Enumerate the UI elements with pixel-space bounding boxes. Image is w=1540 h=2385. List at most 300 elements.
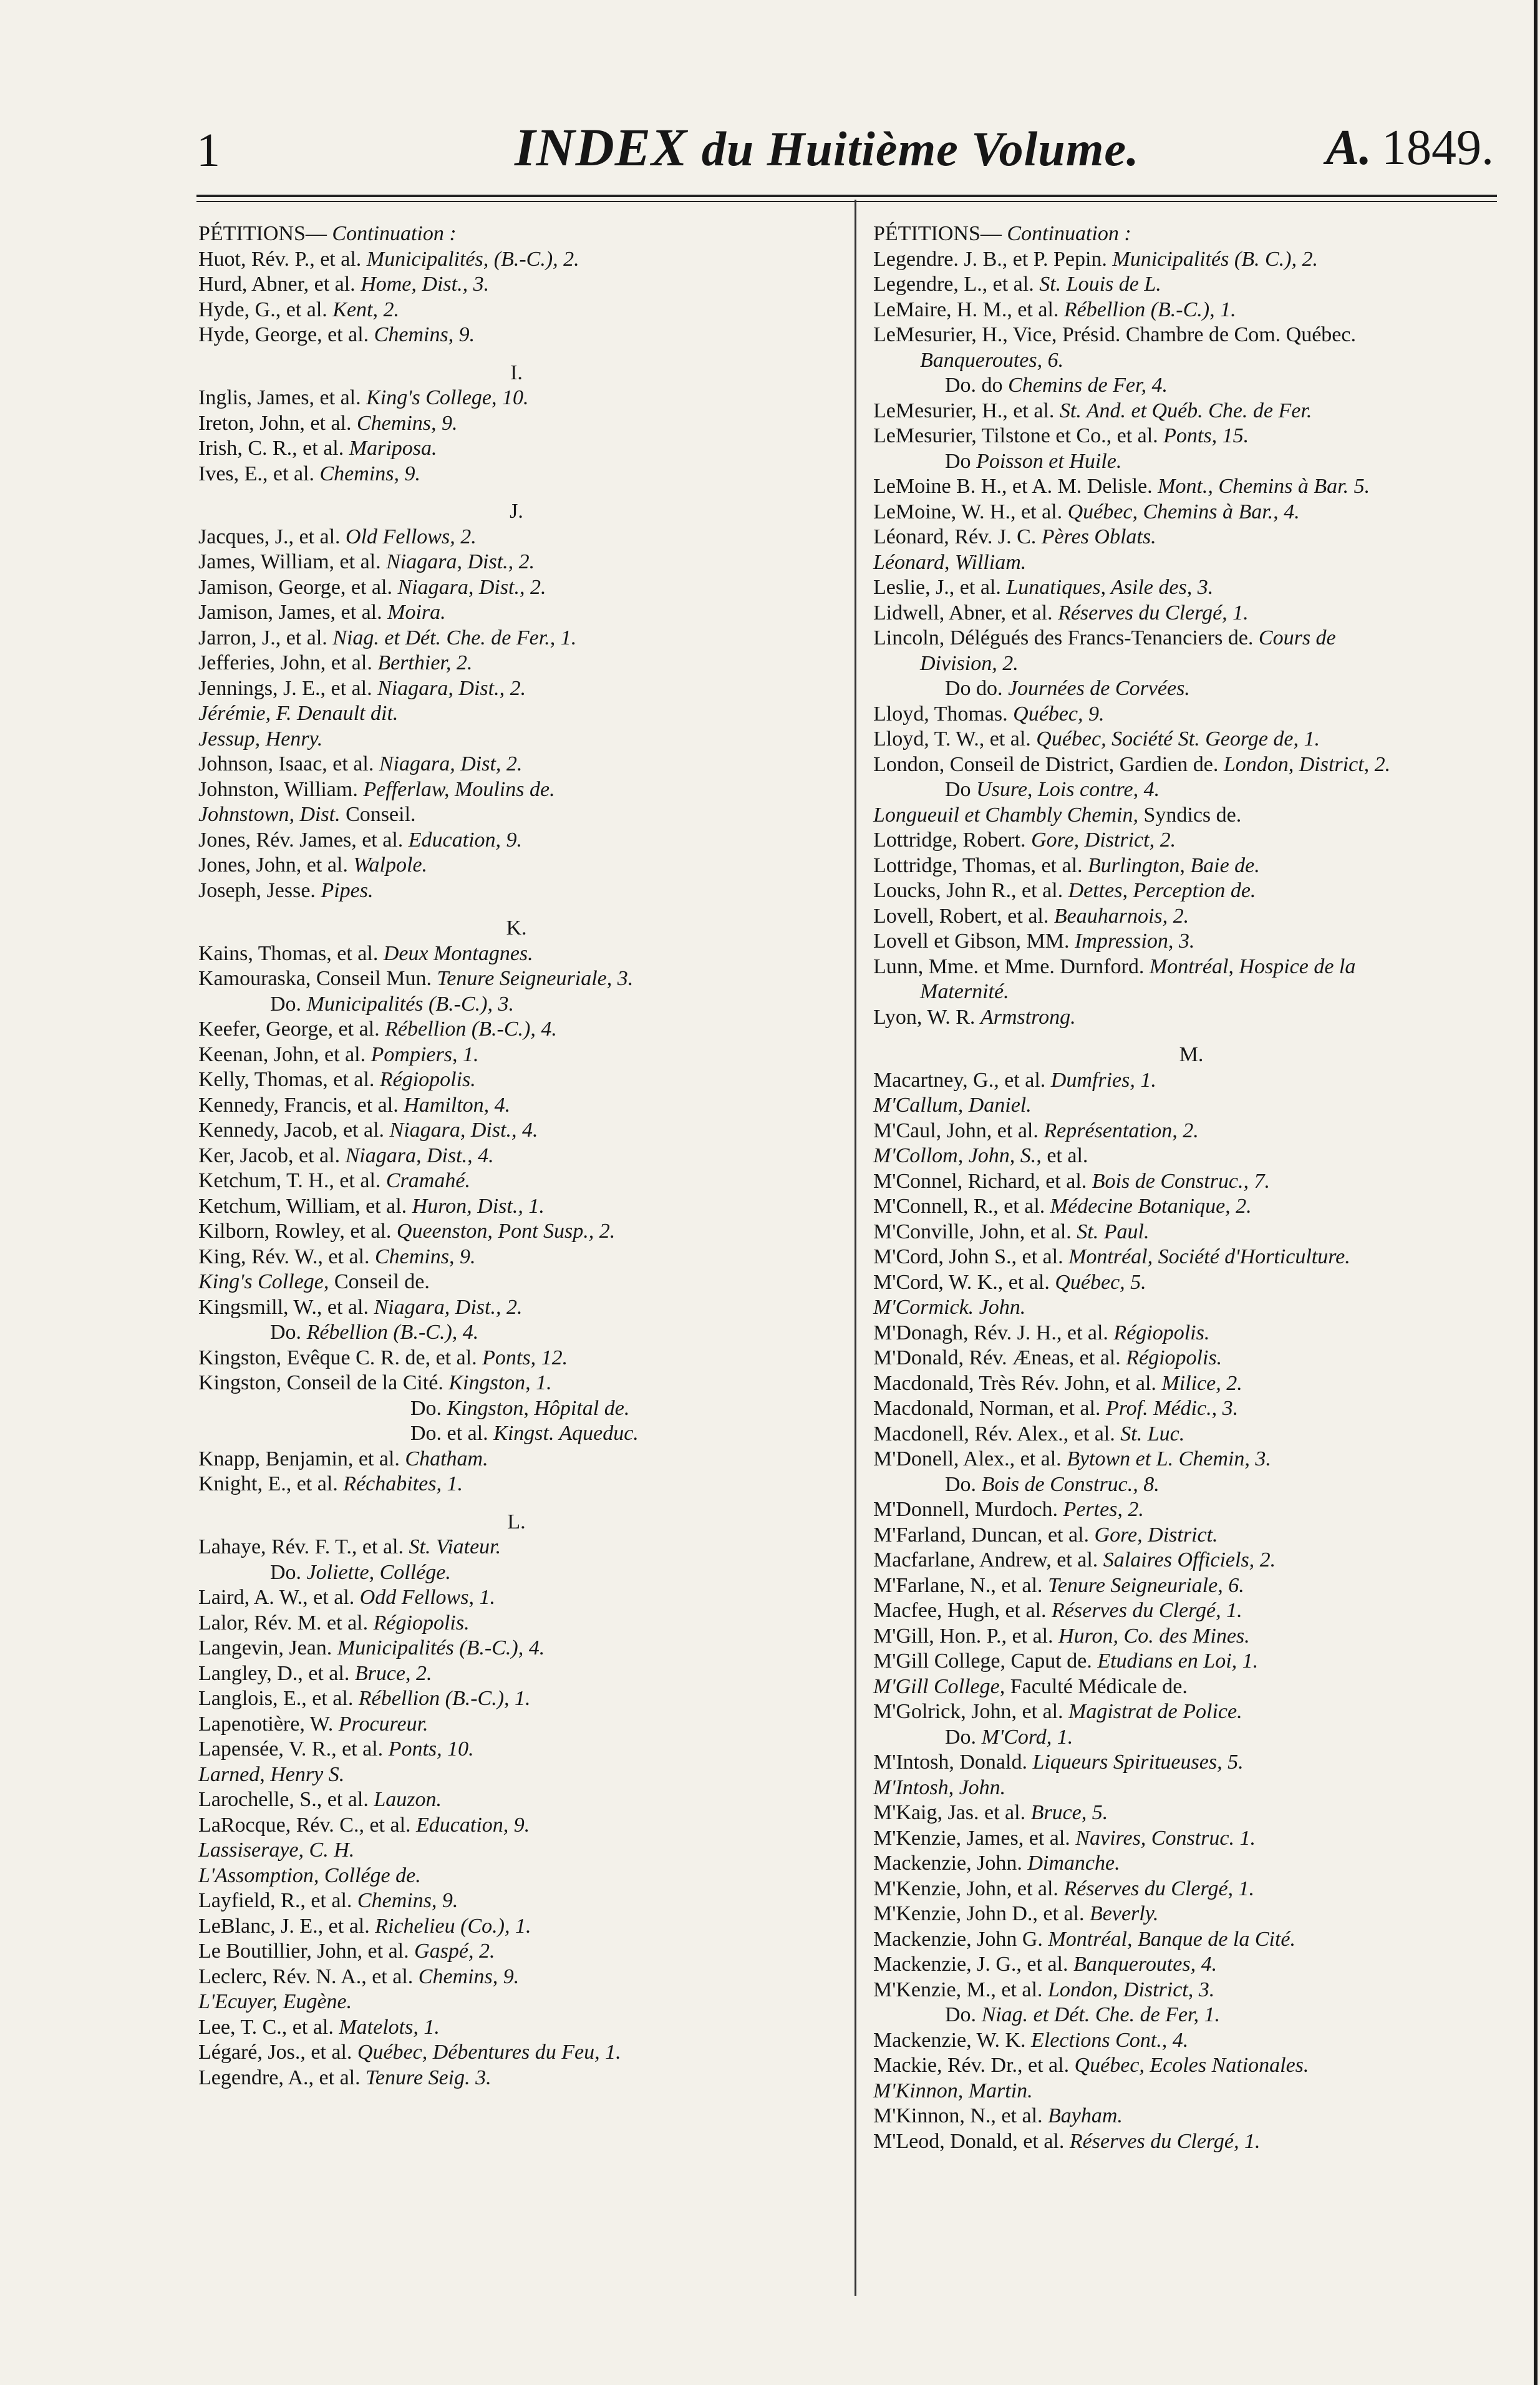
index-entry bbox=[873, 1927, 1509, 1953]
entry-name: Ives, E., et al. bbox=[198, 462, 314, 485]
entry-name: Jamison, James, et al. bbox=[198, 601, 382, 624]
index-entry bbox=[198, 1611, 835, 1636]
entry-subject: Chemins de Fer, 4. bbox=[1008, 374, 1168, 397]
index-entry bbox=[198, 802, 835, 828]
entry-name: Kennedy, Francis, et al. bbox=[198, 1093, 399, 1117]
entry-name: Kingsmill, W., et al. bbox=[198, 1295, 369, 1319]
index-entry bbox=[198, 2040, 835, 2066]
index-entry bbox=[873, 1649, 1509, 1674]
entry-subject: Dimanche. bbox=[1027, 1852, 1120, 1875]
entry-subject: Ponts, 12. bbox=[482, 1346, 568, 1369]
index-entry bbox=[198, 1042, 835, 1068]
entry-subject: Niagara, Dist., 2. bbox=[397, 575, 546, 599]
entry-subject: Montréal, Société d'Horticulture. bbox=[1068, 1245, 1350, 1268]
entry-subject: Kent, 2. bbox=[332, 298, 399, 321]
entry-name: M'Kinnon, N., et al. bbox=[873, 2104, 1043, 2127]
index-entry bbox=[873, 752, 1509, 778]
entry-subject: Pefferlaw, Moulins de. bbox=[363, 777, 555, 801]
left-column bbox=[198, 221, 835, 2091]
entry-subject: Pertes, 2. bbox=[1063, 1498, 1144, 1521]
entry-subject: Jérémie, F. Denault dit. bbox=[198, 702, 399, 725]
entry-subject: Bruce, 2. bbox=[354, 1661, 432, 1685]
entry-name: PÉTITIONS— bbox=[873, 222, 1002, 245]
index-entry bbox=[873, 1245, 1509, 1270]
entry-subject: Rébellion (B.-C.), 4. bbox=[306, 1321, 479, 1344]
entry-subject: Chemins, 9. bbox=[418, 1965, 520, 1988]
header-rule-thick bbox=[196, 195, 1497, 197]
index-entry bbox=[198, 2066, 835, 2091]
index-entry bbox=[198, 1168, 835, 1194]
entry-name: LaRocque, Rév. C., et al. bbox=[198, 1813, 411, 1837]
index-entry bbox=[873, 1005, 1509, 1031]
entry-subject: M'Callum, Daniel. bbox=[873, 1094, 1032, 1117]
index-entry bbox=[198, 701, 835, 727]
index-entry bbox=[873, 777, 1509, 803]
index-entry bbox=[873, 474, 1509, 500]
entry-subject: Poisson et Huile. bbox=[976, 449, 1122, 473]
section-letter bbox=[198, 1510, 835, 1535]
index-entry bbox=[198, 1737, 835, 1762]
entry-name: Lottridge, Thomas, et al. bbox=[873, 853, 1083, 877]
entry-subject: Chemins, 9. bbox=[375, 1245, 476, 1268]
entry-subject: Rébellion (B.-C.), 1. bbox=[1063, 298, 1236, 321]
index-entry bbox=[198, 1863, 835, 1889]
entry-subject: Kingston, Hôpital de. bbox=[447, 1396, 630, 1420]
index-entry bbox=[198, 752, 835, 777]
entry-name: Kamouraska, Conseil Mun. bbox=[198, 967, 432, 990]
index-entry bbox=[873, 550, 1509, 576]
entry-name: Loucks, John R., et al. bbox=[873, 879, 1063, 902]
entry-name: Lapensée, V. R., et al. bbox=[198, 1737, 384, 1761]
letter-label: J. bbox=[510, 500, 523, 523]
entry-name: M'Farland, Duncan, et al. bbox=[873, 1523, 1090, 1547]
index-entry bbox=[873, 2079, 1509, 2104]
entry-tail: Conseil de. bbox=[329, 1270, 430, 1293]
index-entry bbox=[198, 1914, 835, 1940]
index-entry bbox=[198, 298, 835, 323]
entry-tail: Faculté Médicale de. bbox=[1005, 1674, 1188, 1698]
index-entry bbox=[873, 803, 1509, 828]
index-entry bbox=[198, 272, 835, 298]
index-entry bbox=[873, 1447, 1509, 1472]
index-entry bbox=[873, 676, 1509, 702]
index-entry bbox=[198, 853, 835, 878]
entry-subject: Québec, Société St. George de, 1. bbox=[1036, 727, 1320, 750]
index-entry bbox=[198, 1421, 835, 1447]
index-entry bbox=[198, 1067, 835, 1093]
entry-subject: Ponts, 15. bbox=[1163, 424, 1249, 447]
entry-subject: Réchabites, 1. bbox=[343, 1472, 463, 1495]
index-entry bbox=[873, 1775, 1509, 1801]
entry-name: M'Kenzie, John, et al. bbox=[873, 1877, 1058, 1900]
index-entry bbox=[873, 1523, 1509, 1548]
index-entry bbox=[198, 1965, 835, 1990]
entry-subject: Home, Dist., 3. bbox=[361, 273, 490, 296]
entry-name: M'Intosh, Donald. bbox=[873, 1751, 1027, 1774]
entry-subject: Québec, Chemins à Bar., 4. bbox=[1067, 500, 1300, 523]
entry-name: Lottridge, Robert. bbox=[873, 828, 1026, 852]
index-entry bbox=[873, 424, 1509, 449]
entry-subject: Magistrat de Police. bbox=[1068, 1700, 1242, 1723]
index-entry bbox=[873, 1725, 1509, 1751]
entry-subject: Pères Oblats. bbox=[1041, 525, 1156, 548]
index-entry bbox=[873, 1978, 1509, 2003]
index-entry bbox=[873, 1573, 1509, 1599]
entry-name: M'Donagh, Rév. J. H., et al. bbox=[873, 1321, 1108, 1344]
entry-subject: Régiopolis. bbox=[379, 1068, 476, 1091]
index-entry bbox=[198, 462, 835, 487]
index-entry bbox=[873, 1902, 1509, 1927]
entry-subject: Pipes. bbox=[321, 878, 374, 902]
entry-subject: M'Cord, 1. bbox=[981, 1725, 1073, 1749]
entry-subject: Burlington, Baie de. bbox=[1088, 853, 1260, 877]
entry-subject: Usure, Lois contre, 4. bbox=[976, 778, 1160, 801]
entry-subject: Gore, District, 2. bbox=[1031, 828, 1176, 852]
entry-subject: Chatham. bbox=[405, 1447, 488, 1470]
entry-subject: Niag. et Dét. Che. de Fer, 1. bbox=[981, 2003, 1220, 2026]
index-entry bbox=[873, 626, 1509, 651]
entry-subject: King's College, bbox=[198, 1270, 329, 1293]
entry-subject: St. Louis de L. bbox=[1039, 273, 1161, 296]
entry-name: Keenan, John, et al. bbox=[198, 1042, 366, 1066]
index-entry bbox=[873, 1624, 1509, 1649]
entry-name: Legendre, L., et al. bbox=[873, 273, 1034, 296]
entry-name: Hyde, George, et al. bbox=[198, 323, 369, 346]
entry-name: Jones, Rév. James, et al. bbox=[198, 828, 404, 852]
index-entry bbox=[198, 1270, 835, 1295]
entry-name: Larochelle, S., et al. bbox=[198, 1788, 369, 1811]
entry-name: Do bbox=[945, 449, 971, 473]
entry-name: Keefer, George, et al. bbox=[198, 1018, 380, 1041]
index-entry bbox=[198, 1636, 835, 1661]
index-entry bbox=[873, 1699, 1509, 1725]
entry-name: Jacques, J., et al. bbox=[198, 525, 341, 548]
entry-subject: Matelots, 1. bbox=[339, 2015, 440, 2039]
index-entry bbox=[873, 247, 1509, 273]
index-entry bbox=[198, 1661, 835, 1687]
entry-subject: Régiopolis. bbox=[1113, 1321, 1210, 1344]
entry-name: M'Golrick, John, et al. bbox=[873, 1700, 1063, 1723]
index-entry bbox=[198, 828, 835, 853]
year-prefix: A. bbox=[1325, 120, 1372, 175]
entry-subject: Québec, Ecoles Nationales. bbox=[1074, 2054, 1309, 2077]
entry-name: M'Donnell, Murdoch. bbox=[873, 1498, 1058, 1521]
entry-subject: Lauzon. bbox=[374, 1788, 442, 1811]
index-entry bbox=[198, 1093, 835, 1119]
entry-subject: Bois de Construc., 8. bbox=[981, 1472, 1160, 1496]
index-entry bbox=[198, 626, 835, 651]
entry-subject: London, District, 2. bbox=[1223, 752, 1391, 776]
title-main: INDEX bbox=[515, 117, 688, 177]
entry-name: Macfarlane, Andrew, et al. bbox=[873, 1548, 1098, 1571]
index-entry bbox=[198, 600, 835, 626]
index-entry bbox=[198, 1194, 835, 1220]
index-entry bbox=[873, 702, 1509, 727]
column-divider bbox=[855, 200, 856, 2296]
entry-name: Do. bbox=[945, 2003, 977, 2026]
entry-subject: Dettes, Perception de. bbox=[1068, 879, 1256, 902]
entry-subject: Odd Fellows, 1. bbox=[359, 1586, 495, 1609]
entry-name: LeMesurier, H., Vice, Présid. Chambre de Com. Québec. bbox=[873, 323, 1356, 346]
entry-name: Mackie, Rév. Dr., et al. bbox=[873, 2054, 1070, 2077]
entry-name: M'Connell, R., et al. bbox=[873, 1195, 1045, 1218]
entry-subject: Ponts, 10. bbox=[388, 1737, 474, 1761]
index-entry bbox=[198, 727, 835, 752]
entry-subject: Division, 2. bbox=[920, 651, 1019, 675]
entry-subject: M'Kinnon, Martin. bbox=[873, 2079, 1033, 2102]
entry-name: Joseph, Jesse. bbox=[198, 878, 316, 902]
entry-name: Langlois, E., et al. bbox=[198, 1687, 354, 1710]
index-entry bbox=[873, 954, 1509, 980]
index-entry bbox=[873, 1068, 1509, 1094]
entry-name: Lidwell, Abner, et al. bbox=[873, 601, 1053, 624]
entry-subject: Municipalités (B.-C.), 4. bbox=[337, 1636, 545, 1659]
index-entry bbox=[873, 601, 1509, 626]
entry-subject: Bayham. bbox=[1048, 2104, 1123, 2127]
index-entry bbox=[873, 1422, 1509, 1447]
index-entry bbox=[198, 550, 835, 575]
index-entry bbox=[873, 1144, 1509, 1169]
index-entry bbox=[873, 1220, 1509, 1245]
index-entry bbox=[873, 1826, 1509, 1852]
index-entry bbox=[873, 1877, 1509, 1902]
entry-name: Jarron, J., et al. bbox=[198, 626, 327, 649]
index-entry bbox=[198, 1939, 835, 1965]
entry-subject: Bruce, 5. bbox=[1030, 1801, 1108, 1824]
index-entry bbox=[198, 1295, 835, 1321]
entry-name: M'Gill, Hon. P., et al. bbox=[873, 1624, 1053, 1648]
entry-name: LeBlanc, J. E., et al. bbox=[198, 1914, 370, 1938]
entry-name: Ker, Jacob, et al. bbox=[198, 1144, 341, 1167]
index-entry bbox=[873, 221, 1509, 247]
entry-name: Huot, Rév. P., et al. bbox=[198, 247, 362, 271]
entry-name: Mackenzie, W. K. bbox=[873, 2028, 1026, 2052]
entry-name: Lovell et Gibson, MM. bbox=[873, 930, 1070, 953]
entry-name: M'Farlane, N., et al. bbox=[873, 1573, 1043, 1597]
index-entry bbox=[873, 878, 1509, 904]
entry-name: Macfee, Hugh, et al. bbox=[873, 1599, 1047, 1622]
entry-subject: Réserves du Clergé, 1. bbox=[1052, 1599, 1242, 1622]
index-entry bbox=[198, 1989, 835, 2015]
entry-name: Kennedy, Jacob, et al. bbox=[198, 1119, 385, 1142]
entry-name: Do. bbox=[945, 1472, 977, 1496]
entry-name: Lapenotière, W. bbox=[198, 1712, 334, 1736]
entry-subject: Milice, 2. bbox=[1161, 1371, 1242, 1395]
entry-subject: Education, 9. bbox=[416, 1813, 530, 1837]
entry-subject: M'Gill College, bbox=[873, 1674, 1005, 1698]
entry-name: Kelly, Thomas, et al. bbox=[198, 1068, 375, 1091]
entry-subject: Niagara, Dist, 2. bbox=[379, 752, 523, 775]
title-sub: du Huitième Volume. bbox=[701, 122, 1140, 176]
entry-subject: Joliette, Collége. bbox=[306, 1560, 451, 1584]
page-number: 1 bbox=[196, 124, 220, 177]
entry-name: M'Kenzie, M., et al. bbox=[873, 1978, 1043, 2001]
letter-label: K. bbox=[506, 916, 527, 940]
entry-subject: Léonard, William. bbox=[873, 550, 1027, 574]
entry-name: M'Connel, Richard, et al. bbox=[873, 1169, 1087, 1193]
entry-subject: Old Fellows, 2. bbox=[346, 525, 477, 548]
letter-label: L. bbox=[507, 1510, 526, 1533]
entry-subject: Walpole. bbox=[353, 853, 428, 877]
entry-name: LeMoine, W. H., et al. bbox=[873, 500, 1063, 523]
entry-subject: Lunatiques, Asile des, 3. bbox=[1006, 576, 1214, 599]
index-entry bbox=[198, 1838, 835, 1863]
index-entry bbox=[873, 1295, 1509, 1321]
entry-name: Macdonald, Très Rév. John, et al. bbox=[873, 1371, 1156, 1395]
index-entry bbox=[873, 828, 1509, 853]
index-entry bbox=[198, 1245, 835, 1270]
index-entry bbox=[873, 1750, 1509, 1775]
entry-subject: Etudians en Loi, 1. bbox=[1097, 1649, 1259, 1673]
entry-subject: Gaspé, 2. bbox=[414, 1940, 495, 1963]
index-entry bbox=[873, 348, 1509, 374]
entry-subject: St. And. et Québ. Che. de Fer. bbox=[1059, 399, 1312, 422]
entry-name: Legendre, A., et al. bbox=[198, 2066, 361, 2089]
entry-name: Do. do bbox=[945, 374, 1003, 397]
section-letter bbox=[198, 499, 835, 525]
entry-name: M'Cord, W. K., et al. bbox=[873, 1270, 1050, 1294]
entry-subject: Réserves du Clergé, 1. bbox=[1063, 1877, 1255, 1900]
entry-name: Inglis, James, et al. bbox=[198, 386, 361, 409]
entry-subject: Montréal, Banque de la Cité. bbox=[1048, 1927, 1296, 1951]
index-entry bbox=[198, 1320, 835, 1346]
entry-subject: Kingst. Aqueduc. bbox=[493, 1422, 639, 1445]
index-entry bbox=[198, 1585, 835, 1611]
index-entry bbox=[873, 2003, 1509, 2028]
index-entry bbox=[873, 1598, 1509, 1624]
page-title bbox=[515, 116, 1139, 178]
entry-subject: Chemins, 9. bbox=[357, 1889, 458, 1912]
index-entry bbox=[873, 1270, 1509, 1296]
entry-name: M'Cord, John S., et al. bbox=[873, 1245, 1063, 1268]
entry-name: Ireton, John, et al. bbox=[198, 411, 352, 435]
index-entry bbox=[873, 2053, 1509, 2079]
index-entry bbox=[873, 979, 1509, 1005]
entry-subject: Liqueurs Spiritueuses, 5. bbox=[1032, 1751, 1244, 1774]
entry-subject: Beauharnois, 2. bbox=[1053, 904, 1189, 928]
entry-subject: Continuation : bbox=[1007, 222, 1131, 245]
index-entry bbox=[198, 1560, 835, 1586]
index-entry bbox=[873, 1119, 1509, 1144]
entry-subject: Richelieu (Co.), 1. bbox=[375, 1914, 531, 1938]
entry-name: Johnston, William. bbox=[198, 777, 358, 801]
entry-subject: Journées de Corvées. bbox=[1008, 677, 1190, 700]
index-entry bbox=[873, 525, 1509, 550]
entry-name: Jamison, George, et al. bbox=[198, 575, 392, 599]
entry-name: M'Kenzie, John D., et al. bbox=[873, 1902, 1085, 1925]
entry-subject: Procureur. bbox=[338, 1712, 429, 1736]
index-entry bbox=[873, 1194, 1509, 1220]
index-entry bbox=[198, 323, 835, 348]
entry-name: M'Conville, John, et al. bbox=[873, 1220, 1072, 1243]
entry-subject: Représentation, 2. bbox=[1044, 1119, 1199, 1142]
index-entry bbox=[198, 1346, 835, 1371]
entry-name: Macartney, G., et al. bbox=[873, 1068, 1046, 1092]
entry-tail: et al. bbox=[1041, 1144, 1088, 1167]
entry-subject: St. Paul. bbox=[1077, 1220, 1150, 1243]
entry-subject: Tenure Seig. 3. bbox=[366, 2066, 492, 2089]
index-entry bbox=[198, 878, 835, 904]
index-entry bbox=[198, 1712, 835, 1737]
entry-name: M'Kaig, Jas. et al. bbox=[873, 1801, 1026, 1824]
entry-subject: Chemins, 9. bbox=[374, 323, 475, 346]
entry-name: M'Caul, John, et al. bbox=[873, 1119, 1039, 1142]
entry-name: Langevin, Jean. bbox=[198, 1636, 332, 1659]
entry-name: Ketchum, William, et al. bbox=[198, 1194, 407, 1218]
index-entry bbox=[198, 1762, 835, 1788]
entry-subject: Salaires Officiels, 2. bbox=[1103, 1548, 1276, 1571]
index-entry bbox=[198, 1535, 835, 1560]
entry-name: Johnson, Isaac, et al. bbox=[198, 752, 374, 775]
entry-name: Mackenzie, J. G., et al. bbox=[873, 1953, 1068, 1976]
entry-name: Do. bbox=[410, 1396, 442, 1420]
entry-name: James, William, et al. bbox=[198, 550, 381, 573]
entry-subject: Cramahé. bbox=[385, 1169, 470, 1192]
entry-name: Do do. bbox=[945, 677, 1003, 700]
entry-name: Leslie, J., et al. bbox=[873, 576, 1001, 599]
entry-name: Lovell, Robert, et al. bbox=[873, 904, 1049, 928]
index-entry bbox=[873, 1093, 1509, 1119]
entry-subject: Niagara, Dist., 2. bbox=[386, 550, 535, 573]
entry-name: Kingston, Conseil de la Cité. bbox=[198, 1371, 443, 1394]
entry-name: Lee, T. C., et al. bbox=[198, 2015, 334, 2039]
index-entry bbox=[198, 1017, 835, 1042]
entry-subject: Bois de Construc., 7. bbox=[1092, 1169, 1270, 1193]
entry-name: Knight, E., et al. bbox=[198, 1472, 338, 1495]
entry-subject: Mariposa. bbox=[349, 437, 437, 460]
entry-subject: Hamilton, 4. bbox=[404, 1093, 511, 1117]
index-entry bbox=[198, 992, 835, 1018]
index-entry bbox=[873, 1396, 1509, 1422]
entry-name: Légaré, Jos., et al. bbox=[198, 2041, 352, 2064]
entry-subject: Rébellion (B.-C.), 1. bbox=[358, 1687, 531, 1710]
entry-name: Lyon, W. R. bbox=[873, 1005, 976, 1029]
entry-subject: Niagara, Dist., 2. bbox=[374, 1295, 523, 1319]
entry-subject: M'Cormick. John. bbox=[873, 1296, 1026, 1319]
page-edge bbox=[1534, 0, 1538, 2385]
index-entry bbox=[198, 411, 835, 437]
index-entry bbox=[198, 1219, 835, 1245]
entry-name: King, Rév. W., et al. bbox=[198, 1245, 370, 1268]
entry-subject: Chemins, 9. bbox=[319, 462, 420, 485]
index-entry bbox=[873, 1346, 1509, 1371]
entry-subject: Banqueroutes, 6. bbox=[920, 348, 1064, 372]
entry-name: Mackenzie, John. bbox=[873, 1852, 1022, 1875]
entry-name: Legendre. J. B., et P. Pepin. bbox=[873, 247, 1107, 271]
entry-subject: Chemins, 9. bbox=[357, 411, 458, 435]
index-entry bbox=[198, 1888, 835, 1914]
entry-subject: Niagara, Dist., 4. bbox=[345, 1144, 494, 1167]
index-entry bbox=[198, 221, 835, 247]
index-entry bbox=[198, 1371, 835, 1396]
index-entry bbox=[198, 966, 835, 992]
index-entry bbox=[198, 941, 835, 967]
entry-subject: Gore, District. bbox=[1094, 1523, 1218, 1547]
entry-name: Kains, Thomas, et al. bbox=[198, 941, 379, 965]
entry-subject: Cours de bbox=[1258, 626, 1336, 649]
entry-subject: Régiopolis. bbox=[373, 1611, 470, 1635]
entry-name: Jennings, J. E., et al. bbox=[198, 676, 372, 700]
index-entry bbox=[198, 1472, 835, 1497]
index-entry bbox=[198, 777, 835, 803]
entry-name: Layfield, R., et al. bbox=[198, 1889, 352, 1912]
entry-subject: Québec, 5. bbox=[1055, 1270, 1146, 1294]
entry-name: Jefferies, John, et al. bbox=[198, 651, 372, 674]
entry-subject: Québec, Débentures du Feu, 1. bbox=[357, 2041, 621, 2064]
entry-name: Do. bbox=[270, 992, 302, 1016]
entry-name: Lahaye, Rév. F. T., et al. bbox=[198, 1535, 404, 1558]
entry-tail: Syndics de. bbox=[1138, 803, 1242, 827]
